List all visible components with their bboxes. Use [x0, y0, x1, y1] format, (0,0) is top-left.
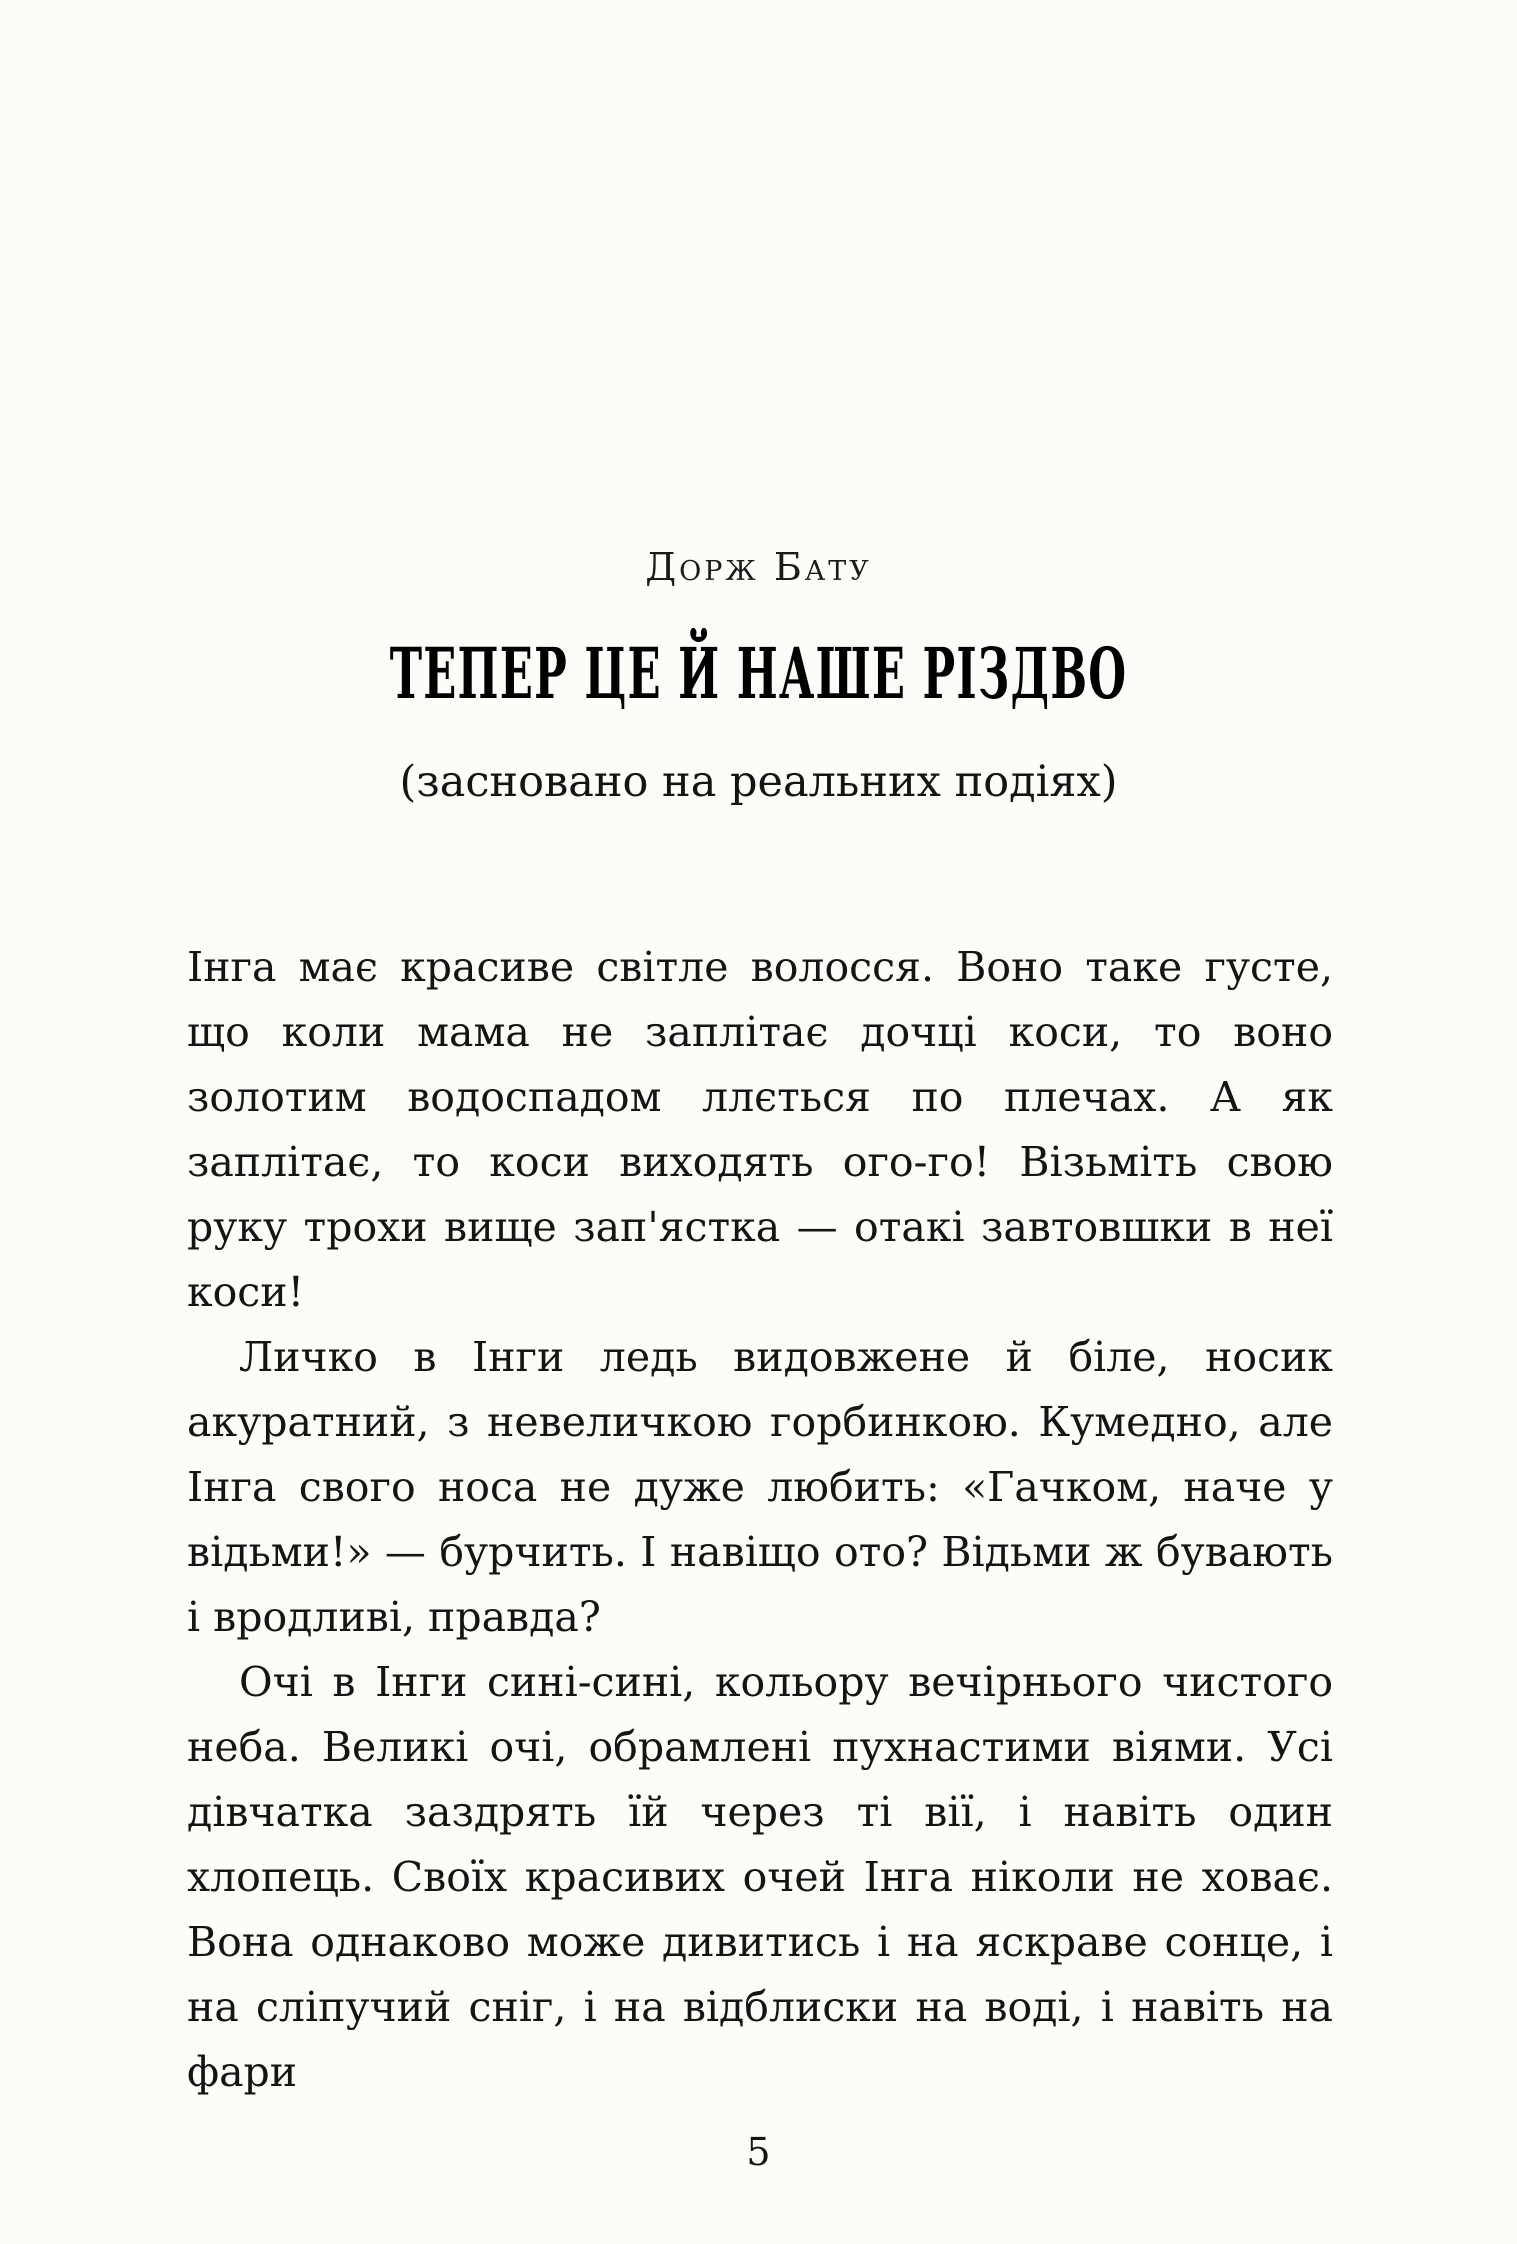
- page-number: 5: [746, 2130, 771, 2174]
- story-title: ТЕПЕР ЦЕ Й НАШЕ РІЗДВО: [389, 632, 1128, 715]
- story-body: [187, 935, 1333, 2105]
- paragraph: Інга має красиве світле волосся. Воно таке густе, що коли мама не заплітає дочці коси, то воно золотим водоспадом ллється по плечах. А як заплітає, то коси виходять ого-го! Візьміть свою руку трохи вище зап'ястка — отакі завтовшки в неї коси!: [187, 943, 1333, 1316]
- paragraph: Очі в Інги сині-сині, кольору вечірнього чистого неба. Великі очі, обрамлені пухнастими віями. Усі дівчатка заздрять їй через ті вії, і навіть один хлопець. Своїх красивих очей Інга ніколи не ховає. Вона однаково може дивитись і на яскраве сонце, і на сліпучий сніг, і на відблиски на воді, і навіть на фари: [187, 1658, 1333, 2096]
- story-subtitle: (засновано на реальних подіях): [399, 757, 1118, 807]
- story-author: Дорж Бату: [645, 545, 872, 589]
- paragraph: Личко в Інги ледь видовжене й біле, носик акуратний, з невеличкою горбинкою. Кумедно, але Інга свого носа не дуже любить: «Гачком, наче у відьми!» — бурчить. І навіщо ото? Відьми ж бувають і вродливі, правда?: [187, 1333, 1333, 1641]
